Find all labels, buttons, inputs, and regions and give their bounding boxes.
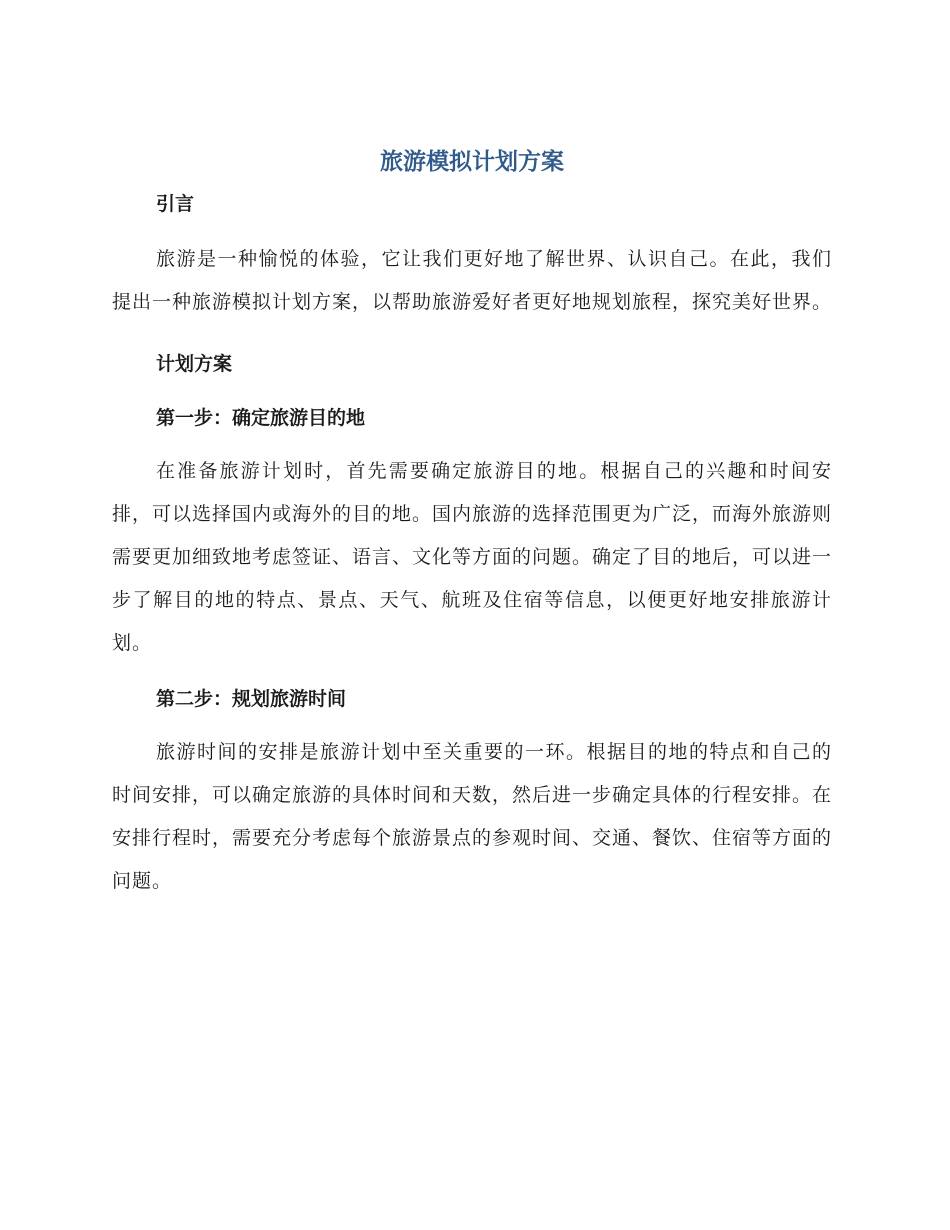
section-heading-plan: 计划方案 <box>156 353 233 375</box>
subheading-step1: 第一步：确定旅游目的地 <box>156 407 366 429</box>
page-title: 旅游模拟计划方案 <box>380 149 564 175</box>
paragraph-intro: 旅游是一种愉悦的体验，它让我们更好地了解世界、认识自己。在此，我们提出一种旅游模拟计划方案，以帮助旅游爱好者更好地规划旅程，探究美好世界。 <box>112 248 833 313</box>
paragraph-step1: 在准备旅游计划时，首先需要确定旅游目的地。根据自己的兴趣和时间安排，可以选择国内或海外的目的地。国内旅游的选择范围更为广泛，而海外旅游则需要更加细致地考虑签证、语言、文化等方面的问题。确定了目的地后，可以进一步了解目的地的特点、景点、天气、航班及住宿等信息，以便更好地安排旅游计划。 <box>112 460 833 654</box>
paragraph-step2: 旅游时间的安排是旅游计划中至关重要的一环。根据目的地的特点和自己的时间安排，可以确定旅游的具体时间和天数，然后进一步确定具体的行程安排。在安排行程时，需要充分考虑每个旅游景点的参观时间、交通、餐饮、住宿等方面的问题。 <box>112 741 833 892</box>
section-heading-intro: 引言 <box>156 193 195 215</box>
document-page <box>112 140 832 903</box>
subheading-step2: 第二步：规划旅游时间 <box>156 688 347 710</box>
